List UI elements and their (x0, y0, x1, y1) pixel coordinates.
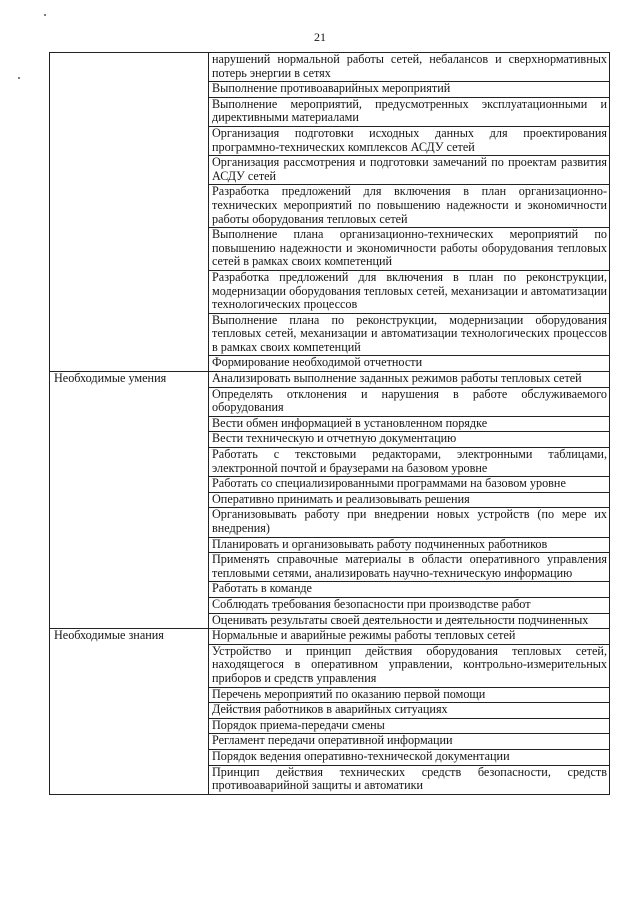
requirement-item: Соблюдать требования безопасности при производстве работ (209, 597, 610, 613)
requirement-item: Работать в команде (209, 582, 610, 598)
requirement-item: Порядок приема-передачи смены (209, 718, 610, 734)
section-label: Необходимые умения (50, 372, 209, 629)
section-label (50, 53, 209, 372)
scan-speck (18, 77, 20, 79)
table-row (50, 629, 610, 645)
qualification-table (49, 52, 610, 795)
requirement-item: Разработка предложений для включения в план организационно-технических мероприятий по повышению надежности и экономичности работы оборудования тепловых сетей (209, 185, 610, 228)
requirement-item: Выполнение плана по реконструкции, модернизации оборудования тепловых сетей, механизации и автоматизации технологических процессов в рамках своих компетенций (209, 313, 610, 356)
table-row (50, 53, 610, 82)
requirement-item: Организовывать работу при внедрении новых устройств (по мере их внедрения) (209, 508, 610, 537)
requirement-item: Регламент передачи оперативной информации (209, 734, 610, 750)
requirement-item: Организация рассмотрения и подготовки замечаний по проектам развития АСДУ сетей (209, 156, 610, 185)
requirement-item: Выполнение мероприятий, предусмотренных эксплуатационными и директивными материалами (209, 97, 610, 126)
scan-speck (44, 14, 46, 16)
requirement-item: Принцип действия технических средств безопасности, средств противоаварийной защиты и автоматики (209, 765, 610, 794)
requirement-item: Формирование необходимой отчетности (209, 356, 610, 372)
requirement-item: Действия работников в аварийных ситуациях (209, 703, 610, 719)
requirement-item: Вести техническую и отчетную документацию (209, 432, 610, 448)
page-number: 21 (314, 30, 326, 44)
requirement-item: Устройство и принцип действия оборудования тепловых сетей, находящегося в оперативном управлении, контрольно-измерительных приборов и средств управления (209, 644, 610, 687)
requirement-item: Анализировать выполнение заданных режимов работы тепловых сетей (209, 372, 610, 388)
requirement-item: Организация подготовки исходных данных для проектирования программно-технических комплексов АСДУ сетей (209, 126, 610, 155)
requirement-item: Разработка предложений для включения в план по реконструкции, модернизации оборудования тепловых сетей, механизации и автоматизации технологических процессов (209, 270, 610, 313)
requirement-item: Выполнение противоаварийных мероприятий (209, 82, 610, 98)
requirement-item: Перечень мероприятий по оказанию первой помощи (209, 687, 610, 703)
requirement-item: Нормальные и аварийные режимы работы тепловых сетей (209, 629, 610, 645)
requirement-item: Работать со специализированными программами на базовом уровне (209, 477, 610, 493)
requirement-item: Выполнение плана организационно-технических мероприятий по повышению надежности и экономичности работы оборудования тепловых сетей в рамках своих компетенций (209, 228, 610, 271)
requirement-item: Планировать и организовывать работу подчиненных работников (209, 537, 610, 553)
requirement-item: Работать с текстовыми редакторами, электронными таблицами, электронной почтой и браузерами на базовом уровне (209, 448, 610, 477)
requirement-item: Оценивать результаты своей деятельности и деятельности подчиненных (209, 613, 610, 629)
section-label: Необходимые знания (50, 629, 209, 795)
requirement-item: Оперативно принимать и реализовывать решения (209, 492, 610, 508)
requirement-item: Порядок ведения оперативно-технической документации (209, 749, 610, 765)
table-row (50, 372, 610, 388)
requirement-item: Вести обмен информацией в установленном порядке (209, 416, 610, 432)
requirement-item: Применять справочные материалы в области оперативного управления тепловыми сетями, анализировать научно-техническую информацию (209, 553, 610, 582)
requirement-item: нарушений нормальной работы сетей, небалансов и сверхнормативных потерь энергии в сетях (209, 53, 610, 82)
requirement-item: Определять отклонения и нарушения в работе обслуживаемого оборудования (209, 387, 610, 416)
